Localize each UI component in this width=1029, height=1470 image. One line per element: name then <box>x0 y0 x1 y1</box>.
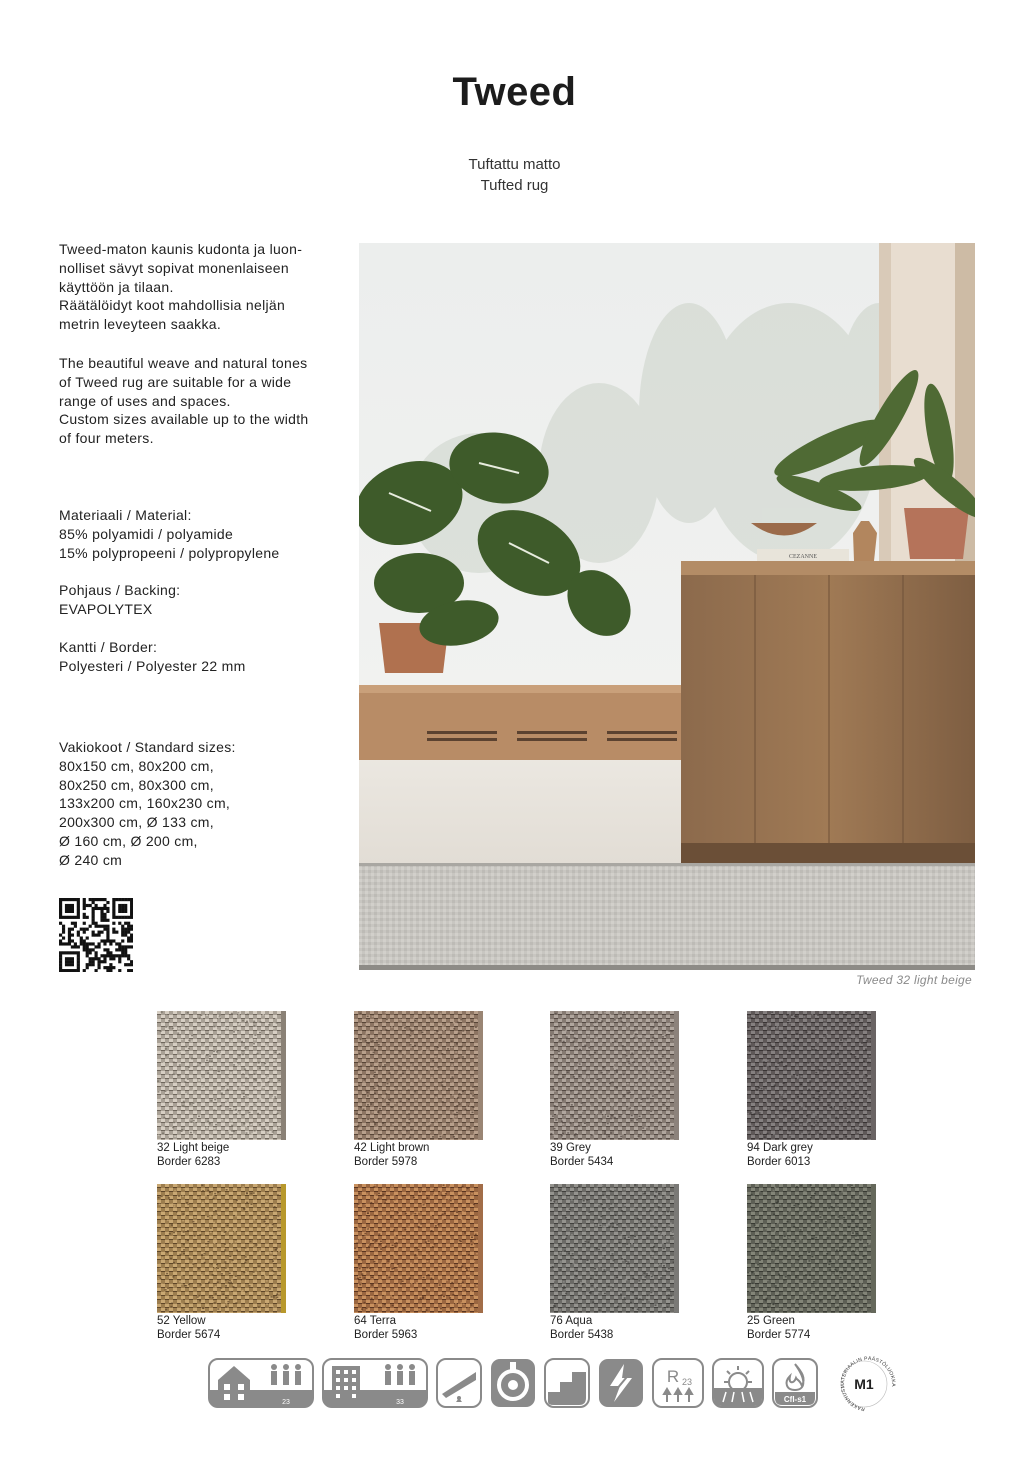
room-photo <box>359 243 975 970</box>
swatch-label <box>157 1142 229 1169</box>
swatch-tile[interactable] <box>354 1184 483 1313</box>
swatch-border-code: Border 5978 <box>354 1155 418 1168</box>
swatch-border-code: Border 6013 <box>747 1155 811 1168</box>
description-finnish: Tweed-maton kaunis kudonta ja luon- nolliset sävyt sopivat monenlaiseen käyttöön ja tilaan. Räätälöidyt koot mahdollisia neljän metrin leveyteen saakka. <box>59 241 303 333</box>
swatch-color-name: 39 Grey <box>550 1142 591 1154</box>
swatch-label <box>747 1315 810 1342</box>
fire-class-icon <box>772 1358 818 1408</box>
subtitle-finnish: Tuftattu matto <box>468 156 561 173</box>
svg-text:23: 23 <box>282 1399 290 1406</box>
svg-text:R: R <box>666 1367 680 1386</box>
swatch-color-name: 32 Light beige <box>157 1142 230 1154</box>
swatch-color-name: 64 Terra <box>354 1315 396 1327</box>
swatch-texture <box>157 1184 286 1313</box>
material-spec: Materiaali / Material: 85% polyamidi / polyamide 15% polypropeeni / polypropylene <box>59 507 280 561</box>
swatch-texture <box>354 1011 483 1140</box>
certification-icons <box>208 1356 898 1412</box>
swatch-border-code: Border 5674 <box>157 1328 221 1341</box>
swatch-texture <box>157 1011 286 1140</box>
swatch-tile[interactable] <box>747 1184 876 1313</box>
swatch-tile[interactable] <box>157 1184 286 1313</box>
svg-text:RAKENNUSMATERIAALIN PÄÄSTÖLUOK: RAKENNUSMATERIAALIN PÄÄSTÖLUOKKA <box>839 1356 897 1412</box>
swatch-label <box>354 1142 429 1169</box>
border-spec: Kantti / Border: Polyesteri / Polyester 22 mm <box>59 639 246 674</box>
swatch-border-code: Border 5434 <box>550 1155 614 1168</box>
swatch-color-name: 25 Green <box>747 1315 795 1327</box>
swatch-tile[interactable] <box>354 1011 483 1140</box>
swatch-tile[interactable] <box>550 1184 679 1313</box>
antistatic-icon <box>598 1358 644 1408</box>
residential-use-class-icon <box>208 1358 314 1408</box>
svg-text:33: 33 <box>396 1399 404 1406</box>
swatch-color-name: 76 Aqua <box>550 1315 593 1327</box>
swatch-texture <box>747 1011 876 1140</box>
backing-spec: Pohjaus / Backing: EVAPOLYTEX <box>59 582 181 617</box>
photo-caption: Tweed 32 light beige <box>856 973 972 987</box>
swatch-label <box>550 1315 613 1342</box>
swatch-border-code: Border 5963 <box>354 1328 418 1341</box>
castor-chair-icon <box>436 1358 482 1408</box>
svg-text:23: 23 <box>681 1377 693 1387</box>
swatch-border-code: Border 5438 <box>550 1328 614 1341</box>
swatch-label <box>354 1315 417 1342</box>
page-title: Tweed <box>452 70 577 114</box>
qr-code[interactable] <box>59 898 133 972</box>
swatch-tile[interactable] <box>550 1011 679 1140</box>
qr-code-icon <box>59 898 133 972</box>
book-title: CEZANNE <box>789 554 817 560</box>
commercial-use-class-icon <box>322 1358 428 1408</box>
swatch-texture <box>550 1011 679 1140</box>
subtitle-english: Tufted rug <box>480 177 549 194</box>
swatch-border-code: Border 5774 <box>747 1328 811 1341</box>
swatch-texture <box>354 1184 483 1313</box>
description-english: The beautiful weave and natural tones of Tweed rug are suitable for a wide range of uses and spaces. Custom sizes available up to the width of four meters. <box>59 355 309 447</box>
light-fastness-icon <box>712 1358 764 1408</box>
swatch-texture <box>550 1184 679 1313</box>
svg-text:M1: M1 <box>854 1376 874 1392</box>
svg-text:Cfl-s1: Cfl-s1 <box>783 1395 807 1404</box>
swatch-label <box>157 1315 220 1342</box>
m1-emission-icon <box>838 1356 898 1412</box>
swatch-label <box>550 1142 613 1169</box>
swatch-color-name: 52 Yellow <box>157 1315 206 1327</box>
room-photo-illustration <box>359 243 975 970</box>
swatch-color-name: 94 Dark grey <box>747 1142 813 1154</box>
standard-sizes-spec: Vakiokoot / Standard sizes: 80x150 cm, 80x200 cm, 80x250 cm, 80x300 cm, 133x200 cm, 160x230 cm, 200x300 cm, Ø 133 cm, Ø 160 cm, Ø 200 cm, Ø 240 cm <box>59 739 236 868</box>
swatch-tile[interactable] <box>747 1011 876 1140</box>
swatch-tile[interactable] <box>157 1011 286 1140</box>
stairs-icon <box>544 1358 590 1408</box>
swatch-color-name: 42 Light brown <box>354 1142 430 1154</box>
swatch-texture <box>747 1184 876 1313</box>
vacuum-icon <box>490 1358 536 1408</box>
slip-resistance-icon <box>652 1358 704 1408</box>
swatch-label <box>747 1142 813 1169</box>
swatch-border-code: Border 6283 <box>157 1155 221 1168</box>
